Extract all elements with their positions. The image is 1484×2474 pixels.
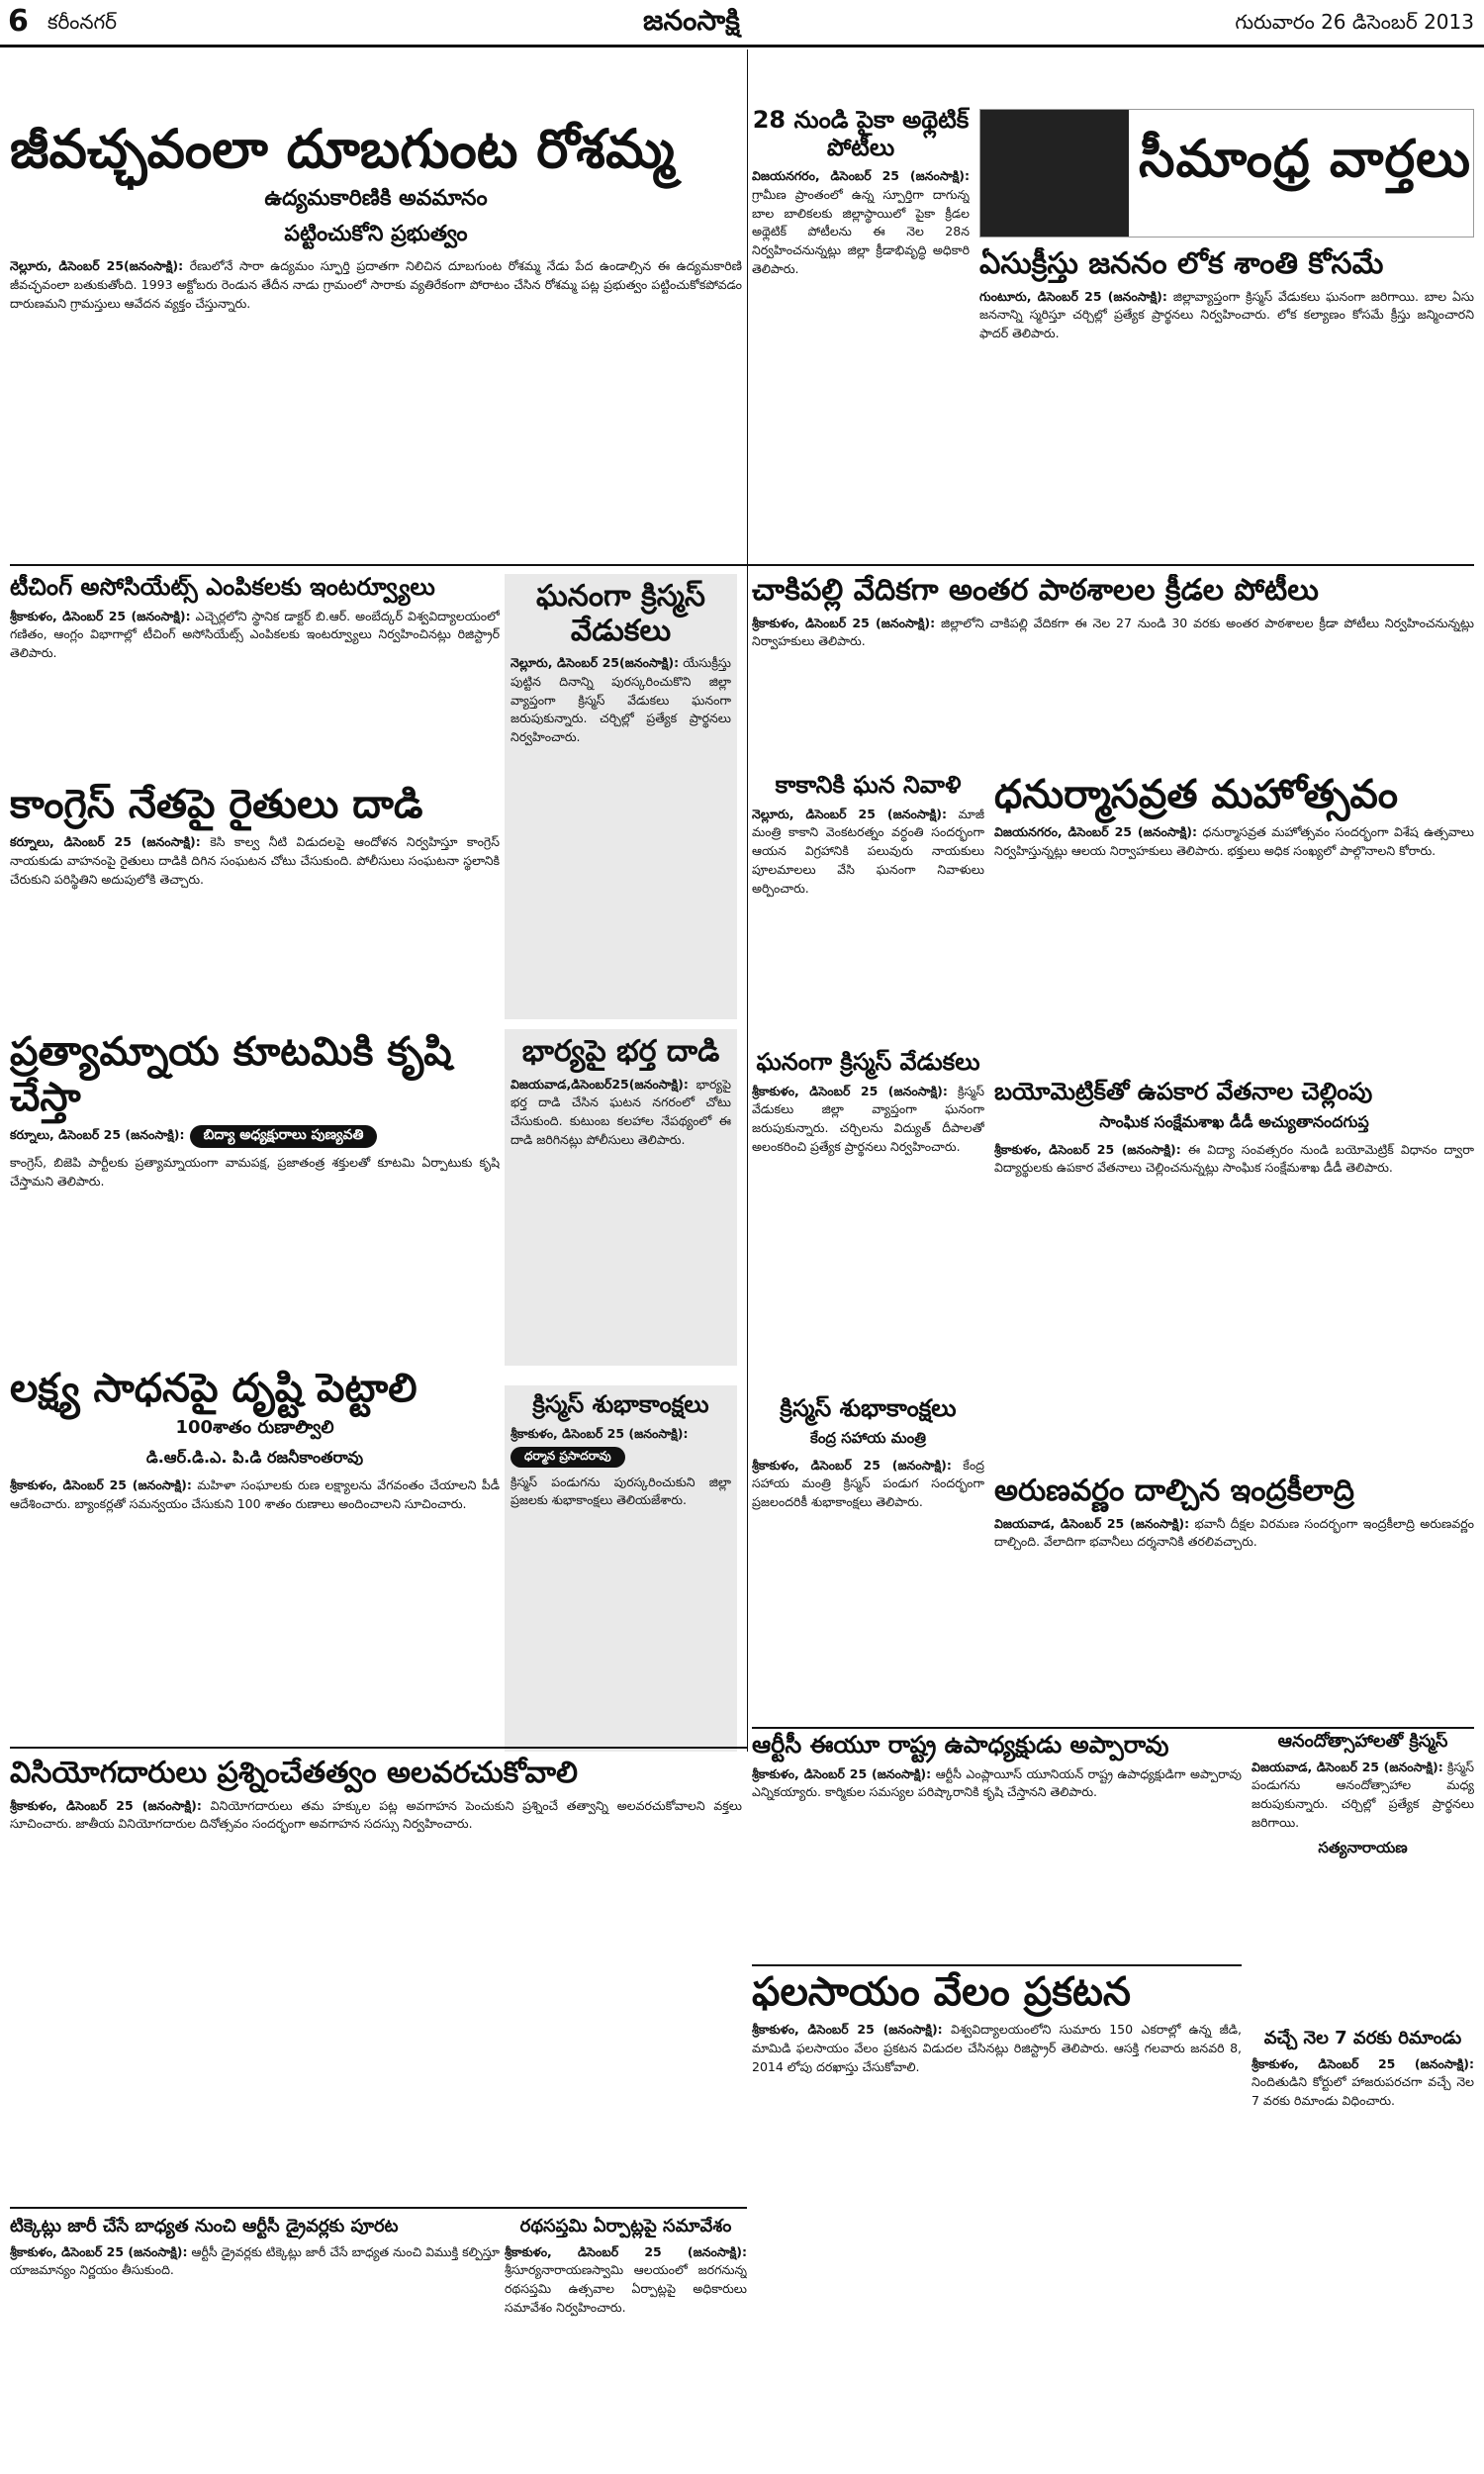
article-greetings-dharmana [505, 1385, 737, 1752]
article-kakani-tribute [752, 772, 984, 1039]
article-body: ఆర్టీసీ ఎంప్లాయీస్ యూనియన్ రాష్ట్ర ఉపాధ్యక్షుడిగా అప్పారావు ఎన్నికయ్యారు. కార్మికుల సమస్యల పరిష్కారానికి కృషి చేస్తానని తెలిపారు. [752, 1765, 1242, 1800]
article-roshamma [10, 119, 742, 554]
article-target-focus [10, 1366, 500, 1732]
headline: క్రిస్మస్ శుభాకాంక్షలు [780, 1395, 957, 1422]
subheadline: సాంఘిక సంక్షేమశాఖ డీడీ అచ్యుతానందగుప్త [1099, 1111, 1369, 1131]
dateline: గుంటూరు, డిసెంబర్ 25 (జనంసాక్షి): [979, 288, 1167, 304]
headline: ధనుర్మాసవ్రత మహోత్సవం [994, 772, 1399, 817]
headline: ఫలసాయం వేలం ప్రకటన [752, 1969, 1131, 2015]
dateline: శ్రీకాకుళం, డిసెంబర్ 25 (జనంసాక్షి): [10, 1797, 202, 1813]
article-dhanurmasa [994, 772, 1474, 1069]
article-body: జిల్లావ్యాప్తంగా క్రిస్మస్ వేడుకలు ఘనంగా జరిగాయి. బాల ఏసు జననాన్ని స్మరిస్తూ చర్చిల్లో ప్రత్యేక ప్రార్థనలు నిర్వహించారు. లోక కల్యాణం కోసమే క్రీస్తు జన్మించారని ఫాదర్ తెలిపారు. [979, 288, 1474, 340]
dateline: విజయనగరం, డిసెంబర్ 25 (జనంసాక్షి): [994, 824, 1197, 839]
dateline: శ్రీకాకుళం, డిసెంబర్ 25 (జనంసాక్షి): [10, 1477, 192, 1492]
headline: ఆర్టీసీ ఈయూ రాష్ట్ర ఉపాధ్యక్షుడు అప్పారావు [752, 1732, 1169, 1759]
article-body: కేంద్ర సహాయ మంత్రి క్రిస్మస్ పండుగ సందర్భంగా ప్రజలందరికీ శుభాకాంక్షలు తెలిపారు. [752, 1457, 984, 1510]
article-body: గ్రామీణ ప్రాంతంలో ఉన్న స్పూర్తిగా దాగున్న బాల బాలికలకు జిల్లాస్థాయిలో పైకా క్రీడల అథ్లెటిక్ పోటీలను ఈ నెల 28న నిర్వహించనున్నట్లు జిల్లా క్రీడాభివృద్ధి అధికారి తెలిపారు. [752, 186, 970, 276]
subheadline: 100శాతం రుణాల్విాలి [175, 1417, 334, 1438]
headline: కాంగ్రెస్ నేతపై రైతులు దాడి [10, 782, 423, 827]
dateline: నెల్లూరు, డిసెంబర్ 25(జనంసాక్షి): [10, 258, 184, 274]
article-rtc-drivers [10, 2217, 500, 2464]
section-divider [752, 1727, 1474, 1729]
dateline: శ్రీకాకుళం, డిసెంబర్ 25 (జనంసాక్షి): [752, 1083, 948, 1098]
dateline: శ్రీకాకుళం, డిసెంబర్ 25 (జనంసాక్షి): [10, 608, 191, 623]
article-body: మాజీ మంత్రి కాకాని వెంకటరత్నం వర్ధంతి సందర్భంగా ఆయన విగ్రహానికి పలువురు నాయకులు పూలమాలలు వేసి ఘనంగా నివాళులు అర్పించారు. [752, 806, 984, 896]
article-body: క్రిస్మస్ వేడుకలు జిల్లా వ్యాప్తంగా ఘనంగా జరుపుకున్నారు. చర్చిలను విద్యుత్ దీపాలతో అలంకరించి ప్రత్యేక ప్రార్థనలు నిర్వహించారు. [752, 1083, 984, 1154]
seemandhra-banner [979, 109, 1474, 238]
issue-date: గురువారం 26 డిసెంబర్ 2013 [1235, 10, 1474, 34]
article-body: నిందితుడిని కోర్టులో హాజరుపరచగా వచ్చే నెల 7 వరకు రిమాండు విధించారు. [1252, 2074, 1474, 2109]
headline: బయోమెట్రిక్‌తో ఉపకార వేతనాల చెల్లింపు [994, 1079, 1373, 1105]
section-divider [10, 564, 1474, 566]
article-chakipalli-sports [752, 574, 1474, 762]
dateline: విజయవాడ, డిసెంబర్ 25 (జనంసాక్షి): [994, 1515, 1190, 1531]
masthead [0, 0, 1484, 48]
article-body: రేణులోనే సారా ఉద్యమం స్ఫూర్తి ప్రదాతగా నిలిచిన దూబగుంట రోశమ్మ నేడు పేద ఉండాల్సిన ఈ ఉద్యమకారిణి జీవచ్ఛవంలా బతుకుతోంది. 1993 అక్టోబరు రెండున తేదీన నాడు గ్రామంలో సారాకు వ్యతిరేకంగా పోరాటం చేసిన రోశమ్మ పట్ల ప్రభుత్వం పట్టించుకోకపోవడం దారుణమని గ్రామస్తులు ఆవేదన వ్యక్తం చేస్తున్నారు. [10, 258, 742, 311]
headline: కాకానికి ఘన నివాళి [775, 772, 962, 799]
article-body: క్రిస్మస్ పండుగను ఆనందోత్సాహాల మధ్య జరుపుకున్నారు. చర్చిల్లో ప్రత్యేక ప్రార్థనలు జరిగాయి. [1252, 1759, 1474, 1830]
article-congress-attack [10, 782, 500, 1009]
dateline: శ్రీకాకుళం, డిసెంబర్ 25 (జనంసాక్షి): [752, 1765, 932, 1781]
article-body: కాంగ్రెస్, బిజెపి పార్టీలకు ప్రత్యామ్నాయంగా వామపక్ష, ప్రజాతంత్ర శక్తులతో కూటమి ఏర్పాటుకు కృషి చేస్తామని తెలిపారు. [10, 1155, 500, 1189]
dateline: శ్రీకాకుళం, డిసెంబర్ 25 (జనంసాక్షి): [510, 1425, 689, 1441]
article-consumer-rights [10, 1757, 742, 1974]
dateline: కర్నూలు, డిసెంబర్ 25 (జనంసాక్షి): [10, 1127, 185, 1142]
article-alternative-front [10, 1029, 500, 1326]
article-body: యేసుక్రీస్తు పుట్టిన దినాన్ని పురస్కరించుకొని జిల్లా వ్యాప్తంగా క్రిస్మస్ వేడుకలు ఘనంగా జరుపుకున్నారు. చర్చిల్లో ప్రత్యేక ప్రార్థనలు నిర్వహించారు. [510, 655, 731, 744]
section-divider [10, 2207, 747, 2209]
dateline: విజయవాడ, డిసెంబర్ 25 (జనంసాక్షి): [1252, 1759, 1443, 1774]
article-body: క్రిస్మస్ పండుగను పురస్కరించుకుని జిల్లా ప్రజలకు శుభాకాంక్షలు తెలియజేశారు. [510, 1474, 731, 1508]
dateline: విజయనగరం, డిసెంబర్ 25 (జనంసాక్షి): [752, 168, 970, 184]
article-body: కెసి కాల్వ నీటి విడుదలపై ఆందోళన నిర్వహిస్తూ కాంగ్రెస్ నాయకుడు వాహనంపై రైతులు దాడికి దిగిన సంఘటన చోటు చేసుకుంది. పోలీసులు సంఘటనా స్థలానికి చేరుకుని పరిస్థితిని అదుపులోకి తెచ్చారు. [10, 834, 500, 887]
article-teaching-interviews [10, 574, 500, 772]
dateline: శ్రీకాకుళం, డిసెంబర్ 25 (జనంసాక్షి): [505, 2243, 747, 2259]
headline: ఏసుక్రీస్తు జననం లోక శాంతి కోసమే [979, 247, 1384, 281]
dateline: నెల్లూరు, డిసెంబర్ 25(జనంసాక్షి): [510, 655, 680, 670]
article-body: ఈ విద్యా సంవత్సరం నుండి బయోమెట్రిక్ విధానం ద్వారా విద్యార్థులకు ఉపకార వేతనాలు చెల్లించనున్నట్లు సాంఘిక సంక్షేమశాఖ డీడీ తెలిపారు. [994, 1141, 1474, 1176]
subheadline: డి.ఆర్.డి.ఎ. పి.డి రజనీకాంతరావు [145, 1448, 364, 1467]
dateline: శ్రీకాకుళం, డిసెంబర్ 25 (జనంసాక్షి): [994, 1141, 1181, 1157]
article-rtc-eu [752, 1732, 1242, 1959]
dateline: శ్రీకాకుళం, డిసెంబర్ 25 (జనంసాక్షి): [1252, 2055, 1474, 2071]
headline: ప్రత్యామ్నాయ కూటమికి కృషి చేస్తా [10, 1029, 452, 1120]
headline: జీవచ్ఛవంలా దూబగుంట రోశమ్మ [10, 119, 675, 180]
article-jesus-birth [979, 247, 1474, 564]
headline: అరుణవర్ణం దాల్చిన ఇంద్రకీలాద్రి [994, 1475, 1354, 1508]
article-body: భార్యపై భర్త దాడి చేసిన ఘటన నగరంలో చోటు చేసుకుంది. కుటుంబ కలహాల నేపథ్యంలో ఈ దాడి జరిగినట్లు పోలీసులు తెలిపారు. [510, 1076, 731, 1147]
headline: టిక్కెట్లు జారీ చేసే బాధ్యత నుంచి ఆర్టీసీ డ్రైవర్లకు పూరట [10, 2217, 399, 2236]
banner-title: సీమాంధ్ర వార్తలు [1139, 130, 1472, 189]
state-map-icon [980, 110, 1129, 237]
paper-logo: జనంసాక్షి [643, 4, 740, 37]
dateline: శ్రీకాకుళం, డిసెంబర్ 25 (జనంసాక్షి): [752, 615, 936, 630]
dateline: శ్రీకాకుళం, డిసెంబర్ 25 (జనంసాక్షి): [10, 2243, 188, 2259]
dateline: కర్నూలు, డిసెంబర్ 25 (జనంసాక్షి): [10, 834, 201, 849]
headline: ఆనందోత్సాహాలతో క్రిస్మస్ [1277, 1732, 1448, 1752]
headline: క్రిస్మస్ శుభాకాంక్షలు [532, 1390, 709, 1418]
headline: రథసప్తమి ఏర్పాట్లపై సమావేశం [519, 2217, 732, 2236]
section-divider [752, 1964, 1242, 1966]
article-biometric [994, 1079, 1474, 1465]
dateline: విజయవాడ,డిసెంబర్25(జనంసాక్షి): [510, 1076, 689, 1092]
subheadline: కేంద్ర సహాయ మంత్రి [810, 1428, 926, 1447]
headline: లక్ష్య సాధనపై దృష్టి పెట్టాలి [10, 1366, 417, 1411]
article-athletic [752, 107, 970, 433]
page-number: 6 [8, 4, 29, 39]
headline: ఘనంగా క్రిస్మస్ వేడుకలు [536, 579, 705, 648]
article-christmas-srikakulam [752, 1049, 984, 1385]
speaker-tag: బిద్యా అధ్యక్షురాలు పుణ్యవతి [190, 1125, 378, 1148]
article-body: మహిళా సంఘాలకు రుణ లక్ష్యాలను వేగవంతం చేయాలని పీడీ ఆదేశించారు. బ్యాంకర్లతో సమన్వయం చేసుకుని 100 శాతం రుణాలు అందించాలని సూచించారు. [10, 1477, 500, 1511]
headline: చాకిపల్లి వేదికగా అంతర పాఠశాలల క్రీడల పోటీలు [752, 574, 1319, 608]
article-body: ధనుర్మాసవ్రత మహోత్సవం సందర్భంగా విశేష ఉత్సవాలు నిర్వహిస్తున్నట్లు ఆలయ నిర్వాహకులు తెలిపారు. భక్తులు అధిక సంఖ్యలో పాల్గొనాలని కోరారు. [994, 824, 1474, 858]
subheadline: పట్టించుకోని ప్రభుత్వం [284, 222, 468, 247]
headline: టీచింగ్ అసోసియేట్స్ ఎంపికలకు ఇంటర్వ్యూలు [10, 574, 435, 601]
article-body: విశ్వవిద్యాలయంలోని సుమారు 150 ఎకరాల్లో ఉన్న జీడి, మామిడి ఫలసాయం వేలం ప్రకటన విడుదల చేసినట్లు రిజిస్ట్రార్ తెలిపారు. ఆసక్తి గలవారు జనవరి 8, 2014 లోపు దరఖాస్తు చేసుకోవాలి. [752, 2022, 1242, 2074]
dateline: శ్రీకాకుళం, డిసెంబర్ 25 (జనంసాక్షి): [752, 1457, 952, 1473]
article-harvest-auction [752, 1969, 1242, 2464]
article-indrakeeladri [994, 1475, 1474, 1722]
article-christmas-joy [1252, 1732, 1474, 2019]
article-body: శ్రీసూర్యనారాయణస్వామి ఆలయంలో జరగనున్న రథసప్తమి ఉత్సవాల ఏర్పాట్లపై అధికారులు సమావేశం నిర్వహించారు. [505, 2262, 747, 2315]
section-divider [10, 1747, 747, 1749]
headline: 28 నుండి పైకా అథ్లెటిక్ పోటీలు [752, 107, 970, 161]
article-christmas-nellore [505, 574, 737, 1019]
subheadline: ఉద్యమకారిణికి అవమానం [264, 186, 488, 212]
article-body: వినియోగదారులు తమ హక్కుల పట్ల అవగాహన పెంచుకుని ప్రశ్నించే తత్వాన్ని అలవరచుకోవాలని వక్తలు సూచించారు. జాతీయ వినియోగదారుల దినోత్సవం సందర్భంగా అవగాహన సదస్సు నిర్వహించారు. [10, 1797, 742, 1832]
article-body: ఎచ్చెర్లలోని స్థానిక డాక్టర్ బి.ఆర్. అంబేద్కర్ విశ్వవిద్యాలయంలో గణితం, ఆంగ్లం విభాగాల్లో టీచింగ్ అసోసియేట్స్ ఎంపికలకు ఇంటర్వ్యూలు నిర్వహించినట్లు రిజిస్ట్రార్ తెలిపారు. [10, 608, 500, 661]
article-remand [1252, 2029, 1474, 2464]
article-body: ఆర్టీసీ డ్రైవర్లకు టిక్కెట్లు జారీ చేసే బాధ్యత నుంచి విముక్తి కల్పిస్తూ యాజమాన్యం నిర్ణయం తీసుకుంది. [10, 2243, 500, 2278]
dateline: నెల్లూరు, డిసెంబర్ 25 (జనంసాక్షి): [752, 806, 948, 821]
article-greetings-minister [752, 1395, 984, 1623]
headline: ఘనంగా క్రిస్మస్ వేడుకలు [756, 1049, 980, 1076]
page-name: కరీంనగర్ [47, 10, 117, 34]
speaker-tag: ధర్మాన ప్రసాదరావు [510, 1447, 625, 1468]
headline: వచ్చే నెల 7 వరకు రిమాండు [1263, 2029, 1462, 2048]
article-body: జిల్లాలోని చాకిపల్లి వేదికగా ఈ నెల 27 నుండి 30 వరకు అంతర పాఠశాలల క్రీడా పోటీలు నిర్వహించనున్నట్లు నిర్వాహకులు తెలిపారు. [752, 615, 1474, 649]
dateline: శ్రీకాకుళం, డిసెంబర్ 25 (జనంసాక్షి): [752, 2022, 943, 2037]
article-rathasapthami [505, 2217, 747, 2464]
article-body: భవానీ దీక్షల విరమణ సందర్భంగా ఇంద్రకీలాద్రి అరుణవర్ణం దాల్చింది. వేలాదిగా భవానీలు దర్శనానికి తరలివచ్చారు. [994, 1515, 1474, 1550]
headline: విసియోగదారులు ప్రశ్నించేతత్వం అలవరచుకోవాలి [10, 1757, 579, 1790]
column-divider [747, 49, 748, 1752]
byline: సత్యనారాయణ [1318, 1838, 1408, 1856]
article-wife-attack [505, 1029, 737, 1366]
headline: భార్యపై భర్త దాడి [521, 1034, 720, 1069]
